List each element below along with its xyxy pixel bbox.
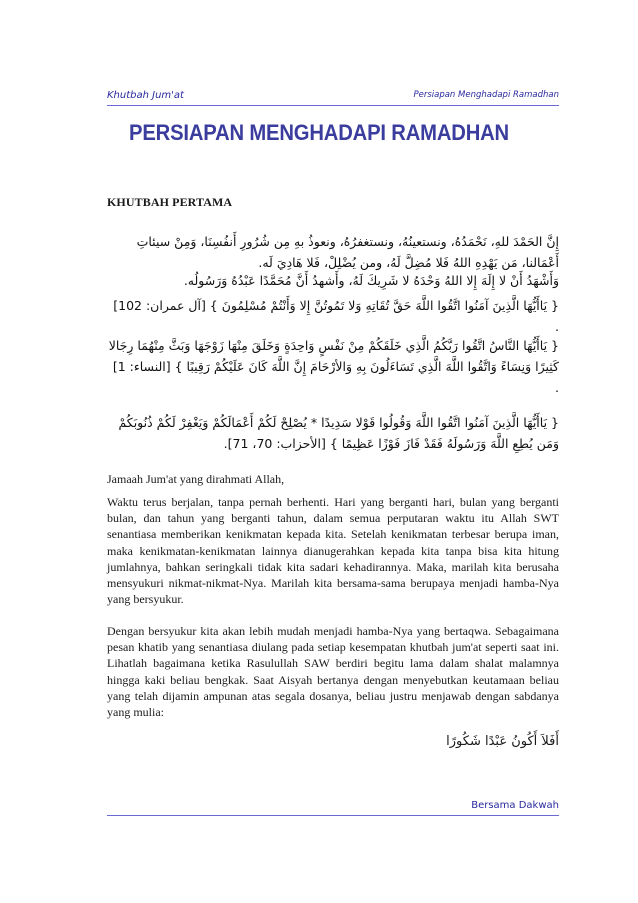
body-paragraph-2: Dengan bersyukur kita akan lebih mudah menjadi hamba-Nya yang bertaqwa. Sebagaimana pesan khatib yang senantiasa diulang pada setiap kesempatan khutbah jum'at seperti saat ini. Lihatlah bagaimana ketika Rasulullah SAW berdiri begitu lama dalam shalat malamnya hingga kaki beliau bengkak. Saat Aisyah bertanya dengan menyebutkan keutamaan beliau yang telah dijamin ampunan atas segala dosanya, beliau justru menjawab dengan sabdanya yang mulia: (107, 624, 559, 720)
header-left: Khutbah Jum'at (107, 90, 184, 101)
body-paragraph-1: Waktu terus berjalan, tanpa pernah berhenti. Hari yang berganti hari, bulan yang berganti bulan, dan tahun yang berganti tahun, dalam semua perputaran waktu itu Allah SWT senantiasa memberikan kenikmatan kepada kita. Setelah kenikmatan terbesar berupa iman, maka kenikmatan-kenikmatan lainnya dianugerahkan kepada kita tanpa bisa kita hitung jumlahnya, bahkan seringkali tidak kita sadari kehadirannya. Maka, marilah kita berusaha mensyukuri nikmat-nikmat-Nya. Marilah kita bersama-sama berupaya menjadi hamba-Nya yang bersyukur. (107, 495, 559, 607)
header-right: Persiapan Menghadapi Ramadhan (413, 90, 559, 100)
arabic-opening: إِنَّ الحَمْدَ للهِ، نَحْمَدُهُ، ونستعينُهُ، ونستغفرُهُ، ونعوذُ بهِ مِن شُرُورِ أَنفُسِنَا، وَمِنْ سيئاتِ أَعْمَالنا، مَن يَهْدِهِ اللهُ فَلا مُضِلَّ لَهُ، ومن يُضْلِلْ، فَلا هَادِيَ لَه. (136, 234, 559, 270)
greeting-paragraph: Jamaah Jum'at yang dirahmati Allah, (107, 472, 285, 486)
footer-text: Bersama Dakwah (471, 800, 559, 811)
arabic-verse-an-nisa: { يَاأَيُّهَا النَّاسُ اتَّقُوا رَبَّكُمُ الَّذِي خَلَقَكُمْ مِنْ نَفْسٍ وَاحِدَةٍ وَخَلَقَ مِنْهَا زَوْجَهَا وَبَثَّ مِنْهُمَا رِجَالا كَثِيرًا وَنِسَاءً وَاتَّقُوا اللَّهَ الَّذِي تَسَاءَلُونَ بِهِ وَالأرْحَامَ إِنَّ اللَّهَ كَانَ عَلَيْكُمْ رَقِيبًا } [النساء: 1] . (108, 338, 559, 395)
page-title: PERSIAPAN MENGHADAPI RAMADHAN (129, 120, 509, 145)
header-divider (107, 105, 559, 106)
arabic-hadith-quote: أَفَلاَ أَكُونُ عَبْدًا شَكُورًا (446, 734, 559, 749)
arabic-shahada: وَأَشْهَدُ أَنْ لا إِلَهَ إِلا اللهُ وَحْدَهُ لا شَرِيكَ لَهُ، وأَشهدُ أَنَّ مُحَمَّدًا عَبْدُهُ وَرَسُولُه. (183, 273, 559, 288)
footer-divider (107, 815, 559, 816)
arabic-verse-ali-imran: { يَاأَيُّهَا الَّذِينَ آمَنُوا اتَّقُوا اللَّهَ حَقَّ تُقَاتِهِ وَلا تَمُوتُنَّ إِلا وَأَنْتُمْ مُسْلِمُونَ } [آل عمران: 102] . (113, 298, 559, 334)
section-heading: KHUTBAH PERTAMA (107, 195, 233, 209)
arabic-verse-al-ahzab: { يَاأَيُّهَا الَّذِينَ آمَنُوا اتَّقُوا اللَّهَ وَقُولُوا قَوْلا سَدِيدًا * يُصْلِحْ لَكُمْ أَعْمَالَكُمْ وَيَغْفِرْ لَكُمْ ذُنُوبَكُمْ وَمَن يُطِعِ اللَّهَ وَرَسُولَهُ فَقَدْ فَازَ فَوْزًا عَظِيمًا } [الأحزاب: 70، 71]. (118, 415, 559, 451)
